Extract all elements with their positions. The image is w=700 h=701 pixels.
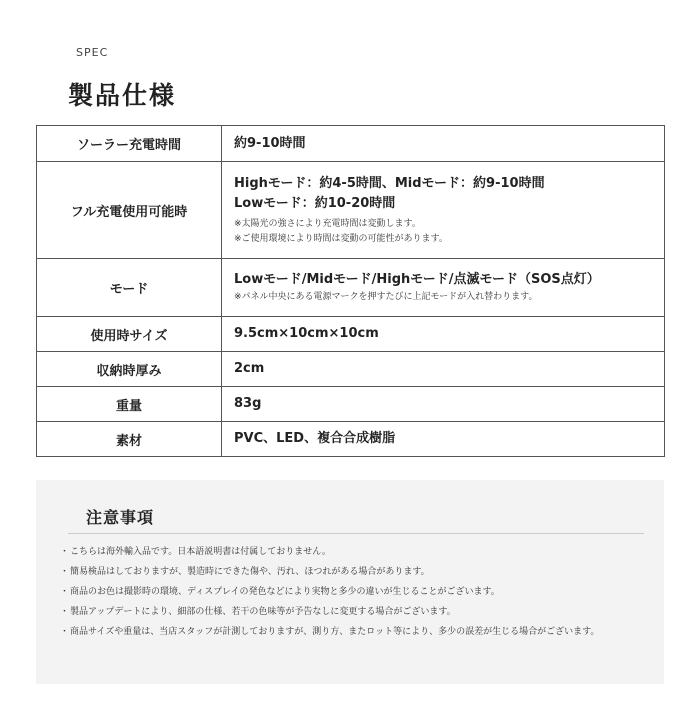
spec-value-line: 約9-10時間: [234, 135, 306, 151]
spec-value: [222, 317, 665, 352]
bullet: ・: [60, 607, 70, 617]
spec-value-line: Highモード：約4-5時間、Midモード：約9-10時間: [234, 175, 545, 191]
spec-value-line: 83g: [234, 396, 262, 411]
spec-value: [222, 259, 665, 317]
caution-panel: [36, 480, 664, 684]
list-item: [60, 602, 650, 622]
table-row: [37, 422, 665, 457]
caution-text: 簡易検品はしておりますが、製造時にできた傷や、汚れ、ほつれがある場合があります。: [70, 567, 430, 577]
caution-divider: [68, 533, 644, 534]
spec-value: [222, 352, 665, 387]
bullet: ・: [60, 567, 70, 577]
bullet: ・: [60, 587, 70, 597]
caution-text: こちらは海外輸入品です。日本語説明書は付属しておりません。: [70, 547, 331, 557]
spec-table: [36, 125, 665, 457]
spec-value-line: Lowモード：約10-20時間: [234, 195, 396, 211]
spec-note: ※太陽光の強さにより充電時間は変動します。: [234, 218, 421, 229]
caution-list: [60, 542, 650, 642]
caution-text: 製品アップデートにより、細部の仕様、若干の色味等が予告なしに変更する場合がございます。: [70, 607, 456, 617]
spec-key: 重量: [37, 387, 222, 422]
bullet: ・: [60, 547, 70, 557]
list-item: [60, 582, 650, 602]
table-row: [37, 162, 665, 259]
spec-value-line: Lowモード/Midモード/Highモード/点滅モード（SOS点灯）: [234, 272, 600, 287]
spec-key: モード: [37, 259, 222, 317]
page-title: 製品仕様: [68, 81, 177, 110]
spec-value-line: 2cm: [234, 361, 265, 376]
table-row: [37, 352, 665, 387]
table-row: [37, 126, 665, 162]
spec-note: ※パネル中央にある電源マークを押すたびに上記モードが入れ替わります。: [234, 292, 538, 302]
spec-key: 使用時サイズ: [37, 317, 222, 352]
spec-value-line: PVC、LED、複合合成樹脂: [234, 431, 396, 446]
bullet: ・: [60, 627, 70, 637]
list-item: [60, 622, 650, 642]
table-row: [37, 317, 665, 352]
caution-title: 注意事項: [86, 508, 155, 527]
spec-note: ※ご使用環境により時間は変動の可能性があります。: [234, 233, 448, 244]
spec-key: 素材: [37, 422, 222, 457]
caution-text: 商品サイズや重量は、当店スタッフが計測しておりますが、測り方、またロット等により、多少の誤差が生じる場合がございます。: [70, 627, 600, 637]
spec-value: [222, 387, 665, 422]
caution-text: 商品のお色は撮影時の環境、ディスプレイの発色などにより実物と多少の違いが生じることがございます。: [70, 587, 500, 597]
spec-value: [222, 162, 665, 259]
spec-key: ソーラー充電時間: [37, 126, 222, 162]
spec-value: [222, 422, 665, 457]
spec-value-line: 9.5cm×10cm×10cm: [234, 326, 379, 341]
list-item: [60, 562, 650, 582]
spec-value: [222, 126, 665, 162]
table-row: [37, 387, 665, 422]
table-row: [37, 259, 665, 317]
spec-key: 収納時厚み: [37, 352, 222, 387]
spec-key: フル充電使用可能時: [37, 162, 222, 259]
spec-label: SPEC: [76, 46, 109, 59]
list-item: [60, 542, 650, 562]
